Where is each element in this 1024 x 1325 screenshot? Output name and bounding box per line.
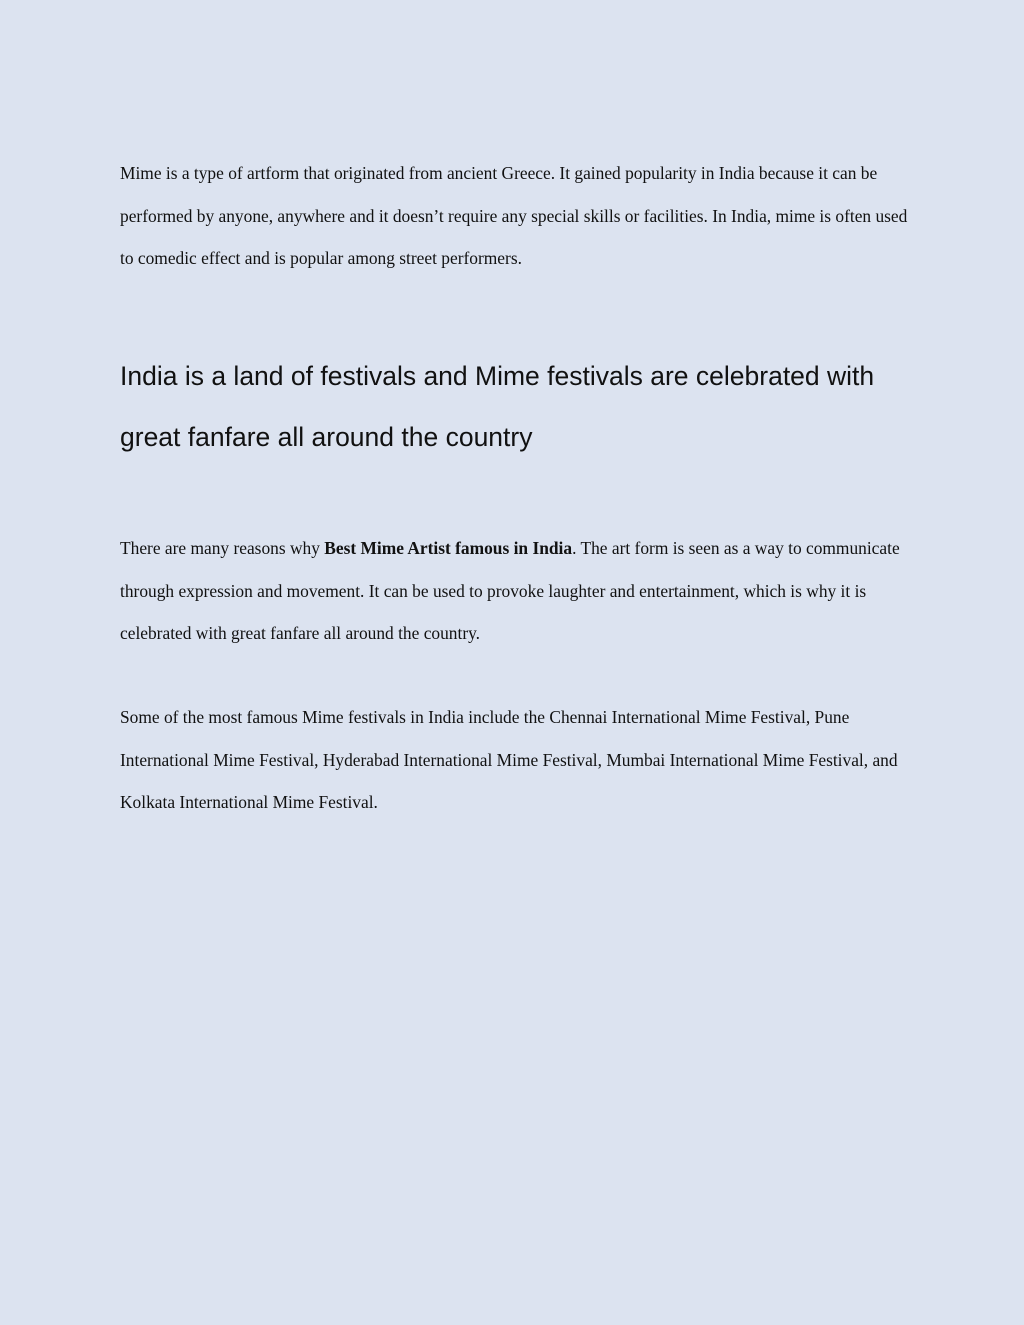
reasons-paragraph (120, 527, 910, 655)
reasons-text-end: . The art form is seen as a way to communicate through expression and movement. It can be used to provoke laughter and entertainment, which is why it is celebrated with great fanfare all around the country. (120, 538, 900, 643)
section-heading: India is a land of festivals and Mime festivals are celebrated with great fanfare all around the country (120, 361, 875, 452)
highlighted-phrase: Best Mime Artist famous in India (324, 538, 573, 558)
reasons-text-start: There are many reasons why (120, 538, 325, 558)
intro-paragraph: Mime is a type of artform that originated from ancient Greece. It gained popularity in India because it can be performed by anyone, anywhere and it doesn’t require any special skills or facilities. In India, mime is often used to comedic effect and is popular among street performers. (120, 163, 908, 268)
festivals-paragraph: Some of the most famous Mime festivals in India include the Chennai International Mime Festival, Pune International Mime Festival, Hyderabad International Mime Festival, Mumbai International Mime Festival, and Kolkata International Mime Festival. (120, 707, 898, 812)
